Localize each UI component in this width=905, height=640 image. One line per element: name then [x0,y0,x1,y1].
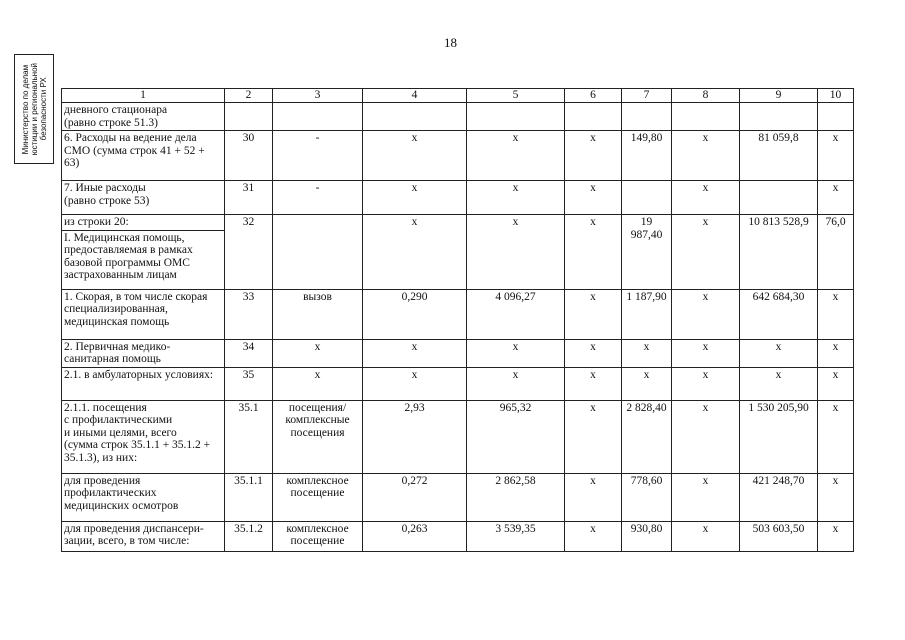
table-cell: х [467,367,565,400]
table-cell: 3 539,35 [467,521,565,551]
table-cell: х [565,521,622,551]
table-row [62,103,854,131]
column-header: 3 [273,89,363,103]
table-cell [467,103,565,131]
table-cell: х [818,339,854,367]
table-cell: х [273,367,363,400]
table-cell: х [740,367,818,400]
table-cell [740,181,818,215]
table-row [62,400,854,473]
table-cell: 149,80 [622,131,672,181]
table-cell [565,103,622,131]
column-header: 5 [467,89,565,103]
table-cell: х [672,339,740,367]
table-cell: 31 [225,181,273,215]
table-cell: х [363,215,467,290]
table-cell [225,103,273,131]
table-row [62,289,854,339]
row-label-cell: для проведения профилактических медицинских осмотров [62,473,225,521]
stamp-text [21,63,48,155]
table-cell: 4 096,27 [467,289,565,339]
table-cell: 0,272 [363,473,467,521]
row-label-cell: для проведения диспансери- зации, всего, в том числе: [62,521,225,551]
table-cell: 35.1 [225,400,273,473]
table-row [62,521,854,551]
table-cell: 32 [225,215,273,290]
table-cell: - [273,131,363,181]
table-body [62,89,854,552]
table-cell: 35.1.2 [225,521,273,551]
row-label-cell: I. Медицинская помощь, предоставляемая в рамках базовой программы ОМС застрахованным лицам [62,230,225,289]
table-cell [273,103,363,131]
table-cell: 0,290 [363,289,467,339]
table-cell: х [622,339,672,367]
table-row [62,339,854,367]
table-cell: 2,93 [363,400,467,473]
column-header: 10 [818,89,854,103]
table-cell: х [672,400,740,473]
table-cell: 421 248,70 [740,473,818,521]
table-cell: х [363,181,467,215]
table-cell: х [672,131,740,181]
table-cell: 0,263 [363,521,467,551]
table-cell: х [818,521,854,551]
table-cell [818,103,854,131]
table-cell: х [565,400,622,473]
table-cell: 35.1.1 [225,473,273,521]
table-row [62,367,854,400]
table-cell: х [565,367,622,400]
row-label-cell: 7. Иные расходы (равно строке 53) [62,181,225,215]
stamp-line: безопасности РХ [38,77,48,141]
table-cell: х [363,131,467,181]
row-label-cell: дневного стационара (равно строке 51.3) [62,103,225,131]
column-header: 9 [740,89,818,103]
table-row [62,131,854,181]
table-cell: 930,80 [622,521,672,551]
table-cell: х [672,215,740,290]
stamp-line: юстиции и региональной [29,62,39,156]
table-cell [622,103,672,131]
table-cell: 76,0 [818,215,854,290]
row-label-cell: 2.1.1. посещения с профилактическими и иными целями, всего (сумма строк 35.1.1 + 35.1.2 + 35.1.3), из них: [62,400,225,473]
table-cell: комплексное посещение [273,521,363,551]
table-cell: 642 684,30 [740,289,818,339]
table-row [62,215,854,231]
table-cell: х [467,339,565,367]
table-cell: х [565,215,622,290]
table-cell: - [273,181,363,215]
table-cell: 19 987,40 [622,215,672,290]
table-cell: х [818,289,854,339]
column-header: 4 [363,89,467,103]
table-cell: 1 187,90 [622,289,672,339]
table-cell: 10 813 528,9 [740,215,818,290]
row-label-cell: 2. Первичная медико-санитарная помощь [62,339,225,367]
table-cell: посещения/ комплексные посещения [273,400,363,473]
table-cell: х [818,367,854,400]
table-cell: х [740,339,818,367]
table-cell: х [622,367,672,400]
table-cell: х [565,131,622,181]
stamp-line: Министерство по делам [20,64,30,154]
table-cell: 2 828,40 [622,400,672,473]
table-cell [672,103,740,131]
table-cell: х [672,289,740,339]
table-cell: 30 [225,131,273,181]
table-cell: 778,60 [622,473,672,521]
table-cell: х [565,473,622,521]
column-header: 2 [225,89,273,103]
table-row [62,181,854,215]
table-cell [363,103,467,131]
table-cell [740,103,818,131]
table-cell [622,181,672,215]
table-row [62,473,854,521]
table-cell: 33 [225,289,273,339]
table-cell: х [565,181,622,215]
table-cell: х [672,473,740,521]
table-cell: 1 530 205,90 [740,400,818,473]
row-label-cell: 2.1. в амбулаторных условиях: [62,367,225,400]
table-cell: 965,32 [467,400,565,473]
table-cell: 503 603,50 [740,521,818,551]
table-cell: х [672,367,740,400]
table-cell: х [273,339,363,367]
column-header: 8 [672,89,740,103]
row-label-cell: 1. Скорая, в том числе скорая специализированная, медицинская помощь [62,289,225,339]
table-cell: х [672,521,740,551]
table-cell: х [818,181,854,215]
table-cell: х [672,181,740,215]
table-cell: х [363,367,467,400]
table-header-row [62,89,854,103]
table-cell [273,215,363,290]
table-cell: 2 862,58 [467,473,565,521]
row-label-cell: из строки 20: [62,215,225,231]
registration-stamp [14,54,54,164]
table-cell: х [363,339,467,367]
table-cell: х [467,181,565,215]
data-table [61,88,854,552]
table-cell: 34 [225,339,273,367]
table-cell: 81 059,8 [740,131,818,181]
table-cell: х [467,215,565,290]
table-cell: х [818,400,854,473]
table-cell: х [565,289,622,339]
table-cell: комплексное посещение [273,473,363,521]
table-cell: 35 [225,367,273,400]
row-label-cell: 6. Расходы на ведение дела СМО (сумма строк 41 + 52 + 63) [62,131,225,181]
table-cell: вызов [273,289,363,339]
table-cell: х [565,339,622,367]
column-header: 6 [565,89,622,103]
column-header: 7 [622,89,672,103]
page-number: 18 [444,35,457,50]
table-cell: х [818,473,854,521]
table-cell: х [818,131,854,181]
table-cell: х [467,131,565,181]
column-header: 1 [62,89,225,103]
